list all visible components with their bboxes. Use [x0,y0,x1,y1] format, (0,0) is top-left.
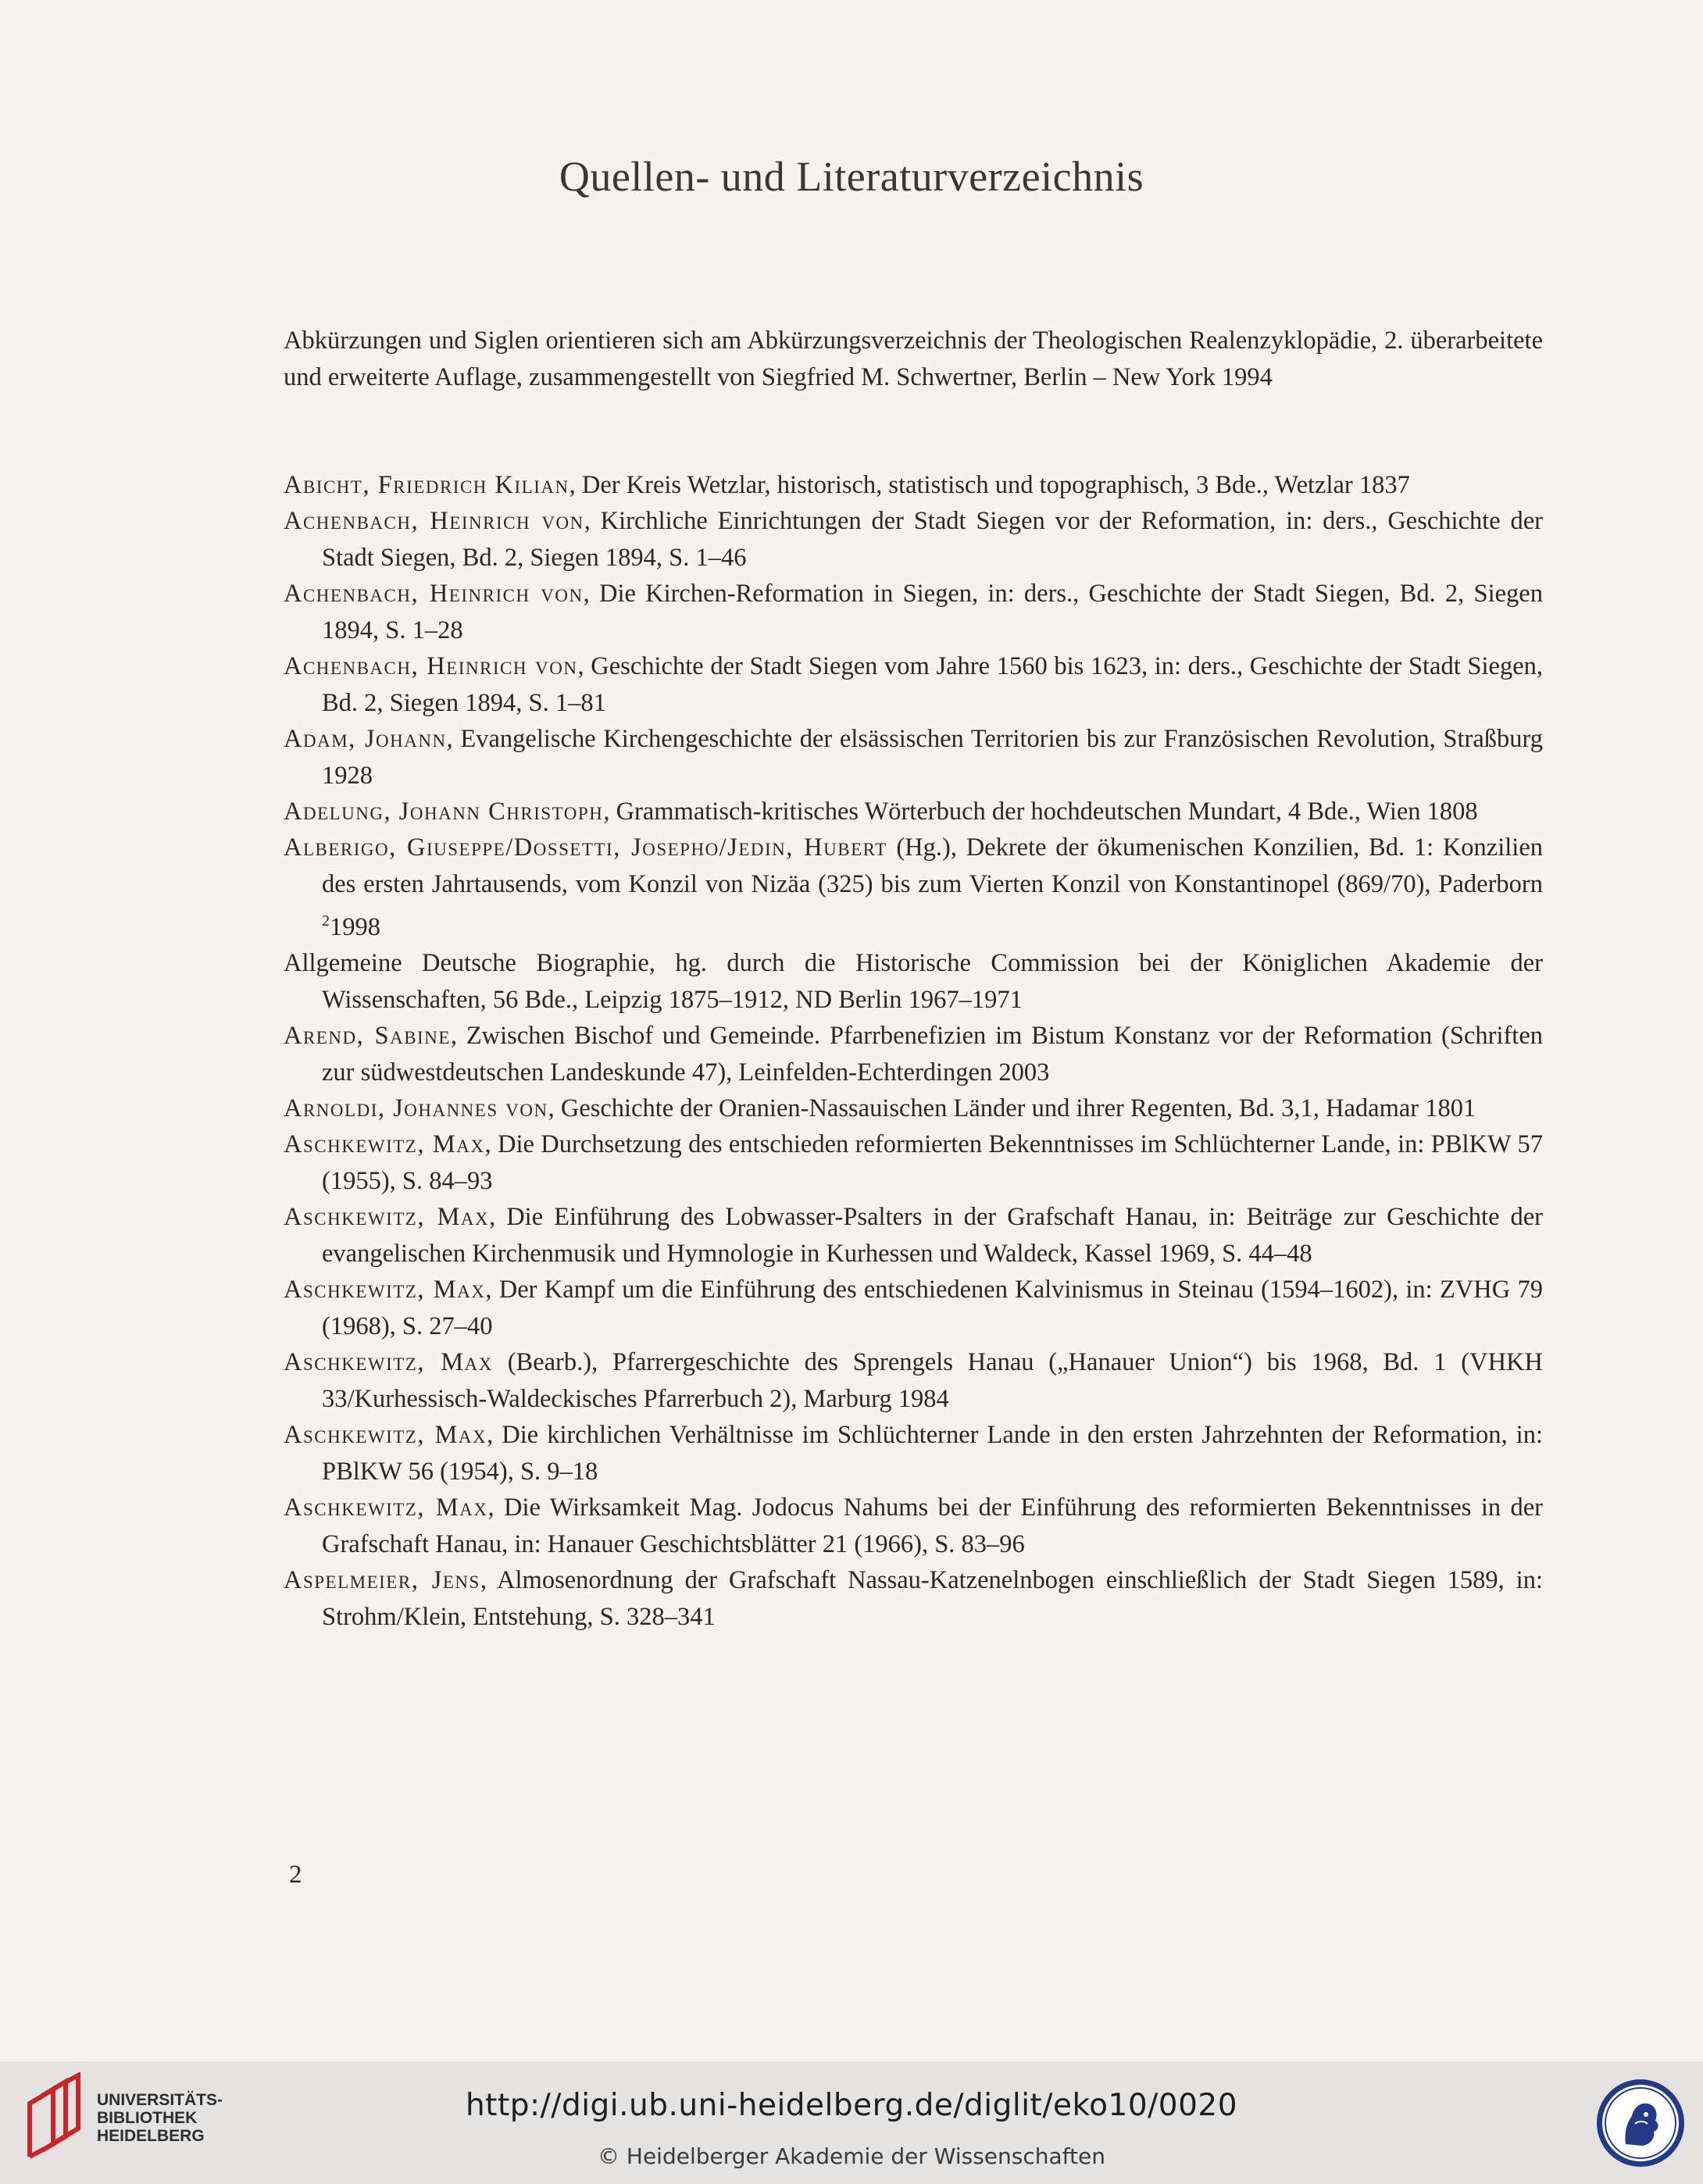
intro-paragraph: Abkürzungen und Siglen orientieren sich am Abkürzungsverzeichnis der Theologischen Realenzyklopädie, 2. überarbeitete und erweiterte Auflage, zusammengestellt von Siegfried M. Schwertner, Berlin – New York 1994 [284,327,1543,391]
entry-text: , Die Wirksamkeit Mag. Jodocus Nahums bei der Einführung des reformierten Bekenntnisses in der Grafschaft Hanau, in: Hanauer Geschichtsblätter 21 (1966), S. 83–96 [322,1493,1543,1558]
bibliography-entry [284,1490,1543,1563]
copyright-notice: © Heidelberger Akademie der Wissenschaften [597,2143,1105,2169]
bibliography-entry [284,830,1543,946]
bibliography-entry [284,945,1543,1019]
entry-text: , Die Kirchen-Reformation in Siegen, in: ders., Geschichte der Stadt Siegen, Bd. 2, Siegen 1894, S. 1–28 [322,580,1543,644]
page-number: 2 [289,1861,302,1889]
entry-author: Aschkewitz, Max [284,1202,490,1231]
bibliography-entry [284,467,1543,504]
entry-author: Aschkewitz, Max [284,1275,486,1304]
bibliography-entry [284,1344,1543,1418]
bibliography-entry [284,1199,1543,1272]
bibliography-entry [284,1417,1543,1490]
entry-author: Adelung, Johann Christoph [284,798,604,826]
entry-text-after: 1998 [330,912,380,941]
entry-text: , Die kirchlichen Verhältnisse im Schlüchterner Lande in den ersten Jahrzehnten der Reformation, in: PBlKW 56 (1954), S. 9–18 [322,1420,1543,1486]
entry-text: , Evangelische Kirchengeschichte der elsässischen Territorien bis zur Französischen Revolution, Straßburg 1928 [322,725,1543,790]
bibliography-list [284,467,1543,1635]
bibliography-entry [284,1126,1543,1200]
page-title: Quellen- und Literaturverzeichnis [559,153,1144,200]
entry-text: Allgemeine Deutsche Biographie, hg. durch die Historische Commission bei der Königlichen Akademie der Wissenschaften, 56 Bde., Leipzig 1875–1912, ND Berlin 1967–1971 [284,948,1543,1014]
entry-text: (Hg.), Dekrete der ökumenischen Konzilien, Bd. 1: Konzilien des ersten Jahrtausends, vom Konzil von Nizäa (325) bis zum Vierten Konzil von Konstantinopel (869/70), Paderborn [322,833,1543,898]
edition-superscript: 2 [322,912,330,930]
bibliography-entry [284,721,1543,794]
bibliography-entry [284,503,1543,576]
entry-author: Arnoldi, Johannes von [284,1094,548,1122]
entry-text: , Die Einführung des Lobwasser-Psalters in der Grafschaft Hanau, in: Beiträge zur Geschichte der evangelischen Kirchenmusik und Hymnologie in Kurhessen und Waldeck, Kassel 1969, S. 44–48 [322,1202,1543,1268]
entry-text: , Geschichte der Oranien-Nassauischen Länder und ihrer Regenten, Bd. 3,1, Hadamar 1801 [548,1094,1476,1122]
entry-text: , Almosenordnung der Grafschaft Nassau-Katzenelnbogen einschließlich der Stadt Siegen 1589, in: Strohm/Klein, Entstehung, S. 328–341 [322,1565,1543,1631]
bibliography-entry [284,1090,1543,1127]
bibliography-entry [284,1018,1543,1091]
library-name-line: HEIDELBERG [97,2127,205,2145]
entry-author: Arend, Sabine [284,1021,451,1050]
bibliography-entry [284,648,1543,722]
entry-text: , Die Durchsetzung des entschieden reformierten Bekenntnisses im Schlüchterner Lande, in: PBlKW 57 (1955), S. 84–93 [322,1129,1543,1195]
entry-text: , Kirchliche Einrichtungen der Stadt Siegen vor der Reformation, in: ders., Geschichte der Stadt Siegen, Bd. 2, Siegen 1894, S. 1–46 [322,507,1543,572]
library-name-line: BIBLIOTHEK [97,2109,198,2127]
entry-author: Achenbach, Heinrich von [284,652,578,680]
entry-author: Achenbach, Heinrich von [284,580,584,608]
entry-text: , Grammatisch-kritisches Wörterbuch der hochdeutschen Mundart, 4 Bde., Wien 1808 [603,798,1478,826]
entry-author: Aschkewitz, Max [284,1129,485,1158]
entry-author: Aschkewitz, Max [284,1493,488,1522]
entry-author: Aschkewitz, Max [284,1420,487,1449]
entry-author: Aspelmeier, Jens [284,1565,480,1594]
library-name-line: UNIVERSITÄTS- [97,2091,223,2109]
entry-author: Aschkewitz, Max [284,1347,493,1376]
entry-text: , Der Kampf um die Einführung des entschiedenen Kalvinismus in Steinau (1594–1602), in: ZVHG 79 (1968), S. 27–40 [322,1275,1543,1340]
bibliography-entry [284,1272,1543,1345]
entry-text: , Der Kreis Wetzlar, historisch, statistisch und topographisch, 3 Bde., Wetzlar 1837 [569,471,1410,499]
footer-bar [0,2061,1703,2184]
entry-text: , Zwischen Bischof und Gemeinde. Pfarrbenefizien im Bistum Konstanz vor der Reformation (Schriften zur südwestdeutschen Landeskunde 47), Leinfelden-Echterdingen 2003 [322,1021,1543,1087]
digital-url-link[interactable]: http://digi.ub.uni-heidelberg.de/diglit/eko10/0020 [465,2088,1238,2123]
entry-text: , Geschichte der Stadt Siegen vom Jahre 1560 bis 1623, in: ders., Geschichte der Stadt Siegen, Bd. 2, Siegen 1894, S. 1–81 [322,652,1543,717]
entry-text: (Bearb.), Pfarrergeschichte des Sprengels Hanau („Hanauer Union“) bis 1968, Bd. 1 (VHKH 33/Kurhessisch-Waldeckisches Pfarrerbuch 2), Marburg 1984 [322,1347,1543,1413]
bibliography-entry [284,1562,1543,1636]
academy-seal-icon [1594,2077,1687,2169]
entry-author: Achenbach, Heinrich von [284,507,584,535]
bibliography-entry [284,576,1543,649]
entry-author: Adam, Johann [284,725,447,753]
entry-author: Alberigo, Giuseppe/Dossetti, Josepho/Jedin, Hubert [284,833,887,862]
entry-author: Abicht, Friedrich Kilian [284,471,569,499]
bibliography-entry [284,794,1543,830]
